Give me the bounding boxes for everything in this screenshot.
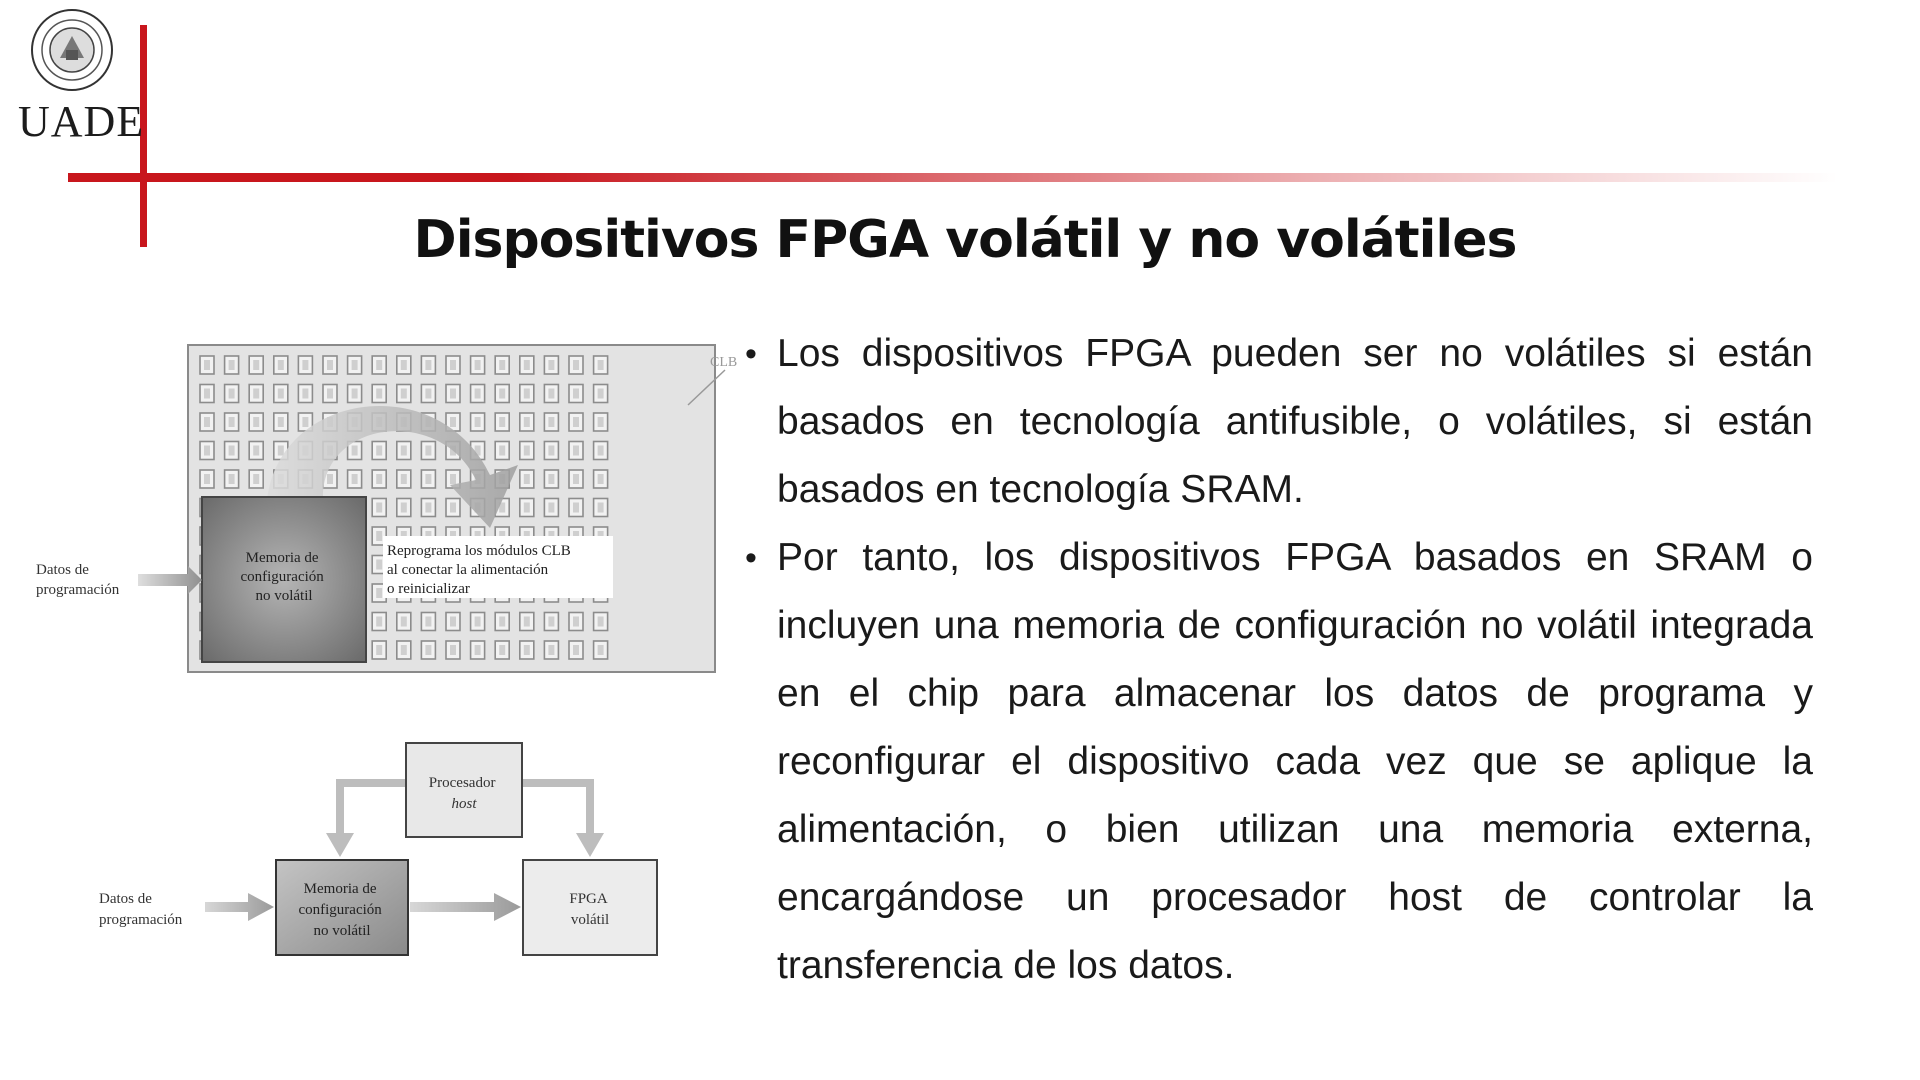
clb-cell-core [450,417,456,427]
clb-cell-core [401,474,407,484]
clb-cell-core [401,645,407,655]
memory-label: Memoria de configuración no volátil [298,881,382,939]
bullet-dot: • [745,335,757,373]
clb-cell-core [450,617,456,627]
fpga-label: FPGA volátil [569,891,610,928]
callout-text: Reprograma los módulos CLB al conectar la alimentación o reinicializar [387,543,571,597]
clb-cell-core [352,389,358,399]
clb-cell-core [376,474,382,484]
clb-cell-core [598,389,604,399]
clb-cell-core [524,417,530,427]
clb-cell-core [598,446,604,456]
clb-cell-core [229,417,235,427]
clb-cell-core [376,560,382,570]
clb-cell-core [352,446,358,456]
clb-cell-core [573,645,579,655]
clb-cell-core [253,389,259,399]
clb-cell-core [548,360,554,370]
clb-cell-core [573,617,579,627]
memory-to-fpga-arrow [410,893,521,921]
clb-cell-core [548,474,554,484]
clb-cell-core [548,446,554,456]
clb-cell-core [524,503,530,513]
clb-cell-core [253,474,259,484]
clb-cell-core [229,474,235,484]
host-to-memory-arrow [326,779,406,857]
input-arrow [205,893,274,921]
clb-cell-core [376,446,382,456]
slide-title: Dispositivos FPGA volátil y no volátiles [413,210,1517,270]
bullet-dot: • [745,539,757,577]
clb-cell-core [401,446,407,456]
host-label: Procesador host [428,775,496,812]
clb-cell-core [278,389,284,399]
clb-cell-core [475,617,481,627]
clb-cell-core [401,389,407,399]
clb-cell-core [376,389,382,399]
clb-cell-core [376,360,382,370]
clb-cell-core [450,474,456,484]
clb-cell-core [524,617,530,627]
clb-cell-core [573,446,579,456]
bullet-item: • Por tanto, los dispositivos FPGA basados en SRAM o incluyen una memoria de configuración no volátil integrada en el chip para almacenar los datos de programa y reconfigurar el dispositivo cada vez que se aplique la alimentación, o bien utilizan una memoria externa, encargándose un procesador host de controlar la transferencia de los datos. [745,524,1813,1000]
clb-cell-core [598,360,604,370]
clb-cell-core [425,389,431,399]
clb-cell-core [204,446,210,456]
clb-cell-core [376,531,382,541]
clb-cell-core [204,389,210,399]
university-seal-icon [30,8,114,92]
clb-cell-core [204,360,210,370]
clb-cell-core [499,417,505,427]
clb-cell-core [425,446,431,456]
fpga-nonvolatile-diagram [20,330,750,690]
clb-cell-core [573,417,579,427]
clb-cell-core [327,360,333,370]
clb-cell-core [499,360,505,370]
clb-cell-core [598,645,604,655]
clb-cell-core [327,474,333,484]
clb-cell-core [598,503,604,513]
host-to-fpga-arrow [522,779,604,857]
clb-cell-core [499,446,505,456]
clb-cell-core [376,617,382,627]
fpga-volatile-host-diagram [90,735,710,970]
clb-cell-core [598,417,604,427]
clb-cell-core [401,503,407,513]
clb-cell-core [450,360,456,370]
clb-cell-core [302,417,308,427]
clb-cell-core [401,360,407,370]
clb-cell-core [524,389,530,399]
clb-cell-core [204,474,210,484]
clb-cell-core [278,446,284,456]
clb-cell-core [425,645,431,655]
clb-cell-core [524,360,530,370]
clb-cell-core [425,360,431,370]
clb-cell-core [548,503,554,513]
input-label: Datos de programación [36,562,120,598]
clb-cell-core [524,446,530,456]
clb-cell-core [352,360,358,370]
fpga-box [523,860,657,955]
clb-cell-core [204,417,210,427]
clb-cell-core [425,617,431,627]
clb-cell-core [573,389,579,399]
clb-cell-core [229,389,235,399]
clb-cell-core [548,417,554,427]
clb-cell-core [548,389,554,399]
clb-cell-core [548,645,554,655]
clb-cell-core [253,446,259,456]
red-horizontal-rule [68,173,1838,182]
clb-cell-core [376,588,382,598]
clb-cell-core [425,474,431,484]
clb-cell-core [376,503,382,513]
clb-cell-core [229,446,235,456]
logo-text: UADE [18,97,145,146]
clb-cell-core [253,360,259,370]
clb-cell-core [475,360,481,370]
clb-cell-core [352,474,358,484]
clb-cell-core [450,389,456,399]
clb-cell-core [499,645,505,655]
clb-cell-core [302,389,308,399]
clb-cell-core [573,474,579,484]
clb-cell-core [573,360,579,370]
clb-cell-core [475,645,481,655]
bullet-list [745,320,1813,1000]
clb-cell-core [401,617,407,627]
clb-cell-core [450,645,456,655]
memory-label: Memoria de configuración no volátil [240,550,324,604]
clb-cell-core [278,360,284,370]
clb-cell-core [524,645,530,655]
clb-cell-core [499,617,505,627]
clb-label: CLB [710,355,738,370]
clb-cell-core [327,389,333,399]
clb-cell-core [376,645,382,655]
clb-cell-core [253,417,259,427]
input-label: Datos de programación [99,891,183,928]
clb-cell-core [598,617,604,627]
clb-cell-core [548,617,554,627]
clb-cell-core [499,389,505,399]
clb-cell-core [229,360,235,370]
clb-cell-core [425,503,431,513]
clb-cell-core [450,503,456,513]
clb-cell-core [573,503,579,513]
bullet-item: • Los dispositivos FPGA pueden ser no volátiles si están basados en tecnología antifusible, o volátiles, si están basados en tecnología SRAM. [745,320,1813,524]
clb-cell-core [278,417,284,427]
clb-cell-core [475,389,481,399]
clb-cell-core [302,360,308,370]
clb-cell-core [598,474,604,484]
clb-cell-core [524,474,530,484]
clb-cell-core [475,417,481,427]
